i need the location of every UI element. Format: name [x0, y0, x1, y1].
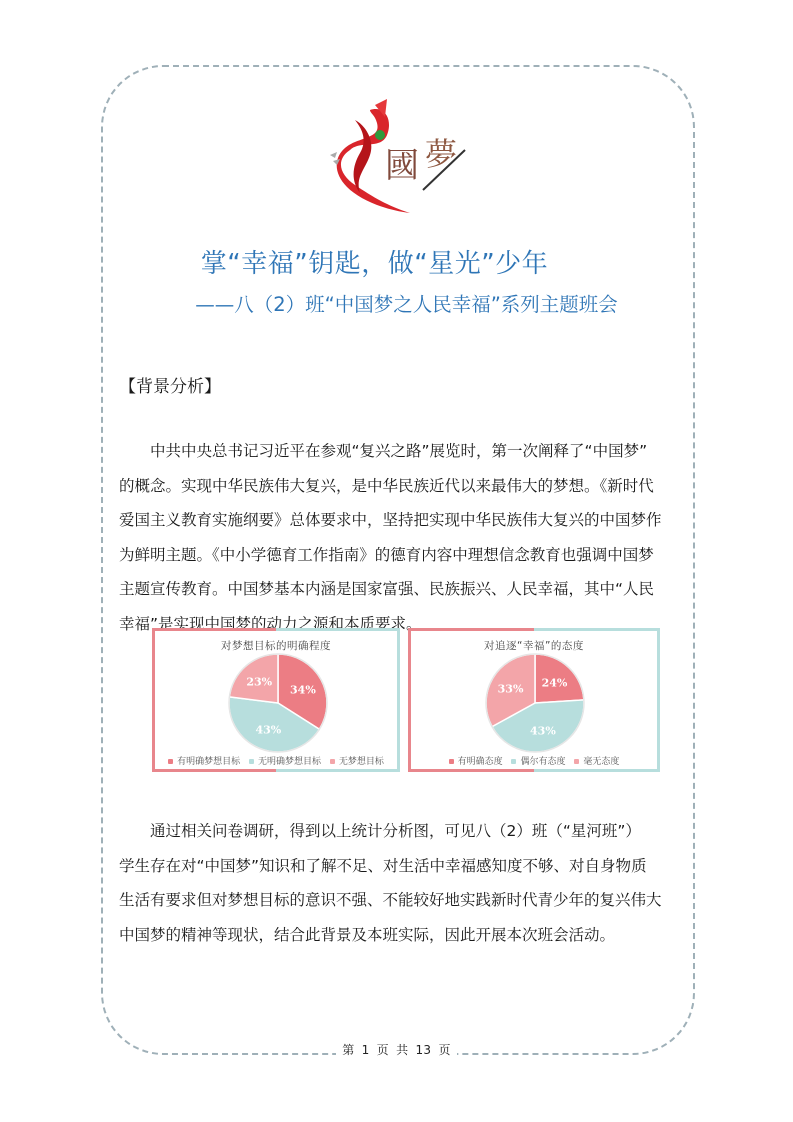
legend-swatch-icon — [330, 759, 335, 764]
background-paragraph — [119, 434, 679, 641]
paragraph-line: 幸福”是实现中国梦的动力之源和本质要求。 — [119, 614, 422, 633]
paragraph-line: 学生存在对“中国梦”知识和了解不足、对生活中幸福感知度不够、对自身物质 — [119, 856, 647, 875]
pie-slice-label: 34% — [290, 683, 316, 697]
chart-legend — [152, 754, 400, 767]
paragraph-line: 为鲜明主题。《中小学德育工作指南》的德育内容中理想信念教育也强调中国梦 — [119, 545, 654, 564]
paragraph-line: 中共中央总书记习近平在参观“复兴之路”展览时，第一次阐释了“中国梦” — [150, 442, 648, 460]
legend-item — [449, 754, 503, 767]
section-heading: 【背景分析】 — [119, 377, 221, 397]
legend-item — [249, 754, 321, 767]
svg-text:夢: 夢 — [425, 135, 458, 173]
paragraph-line: 爱国主义教育实施纲要》总体要求中，坚持把实现中华民族伟大复兴的中国梦作 — [119, 511, 662, 529]
document-title-text: 掌“幸福”钥匙，做“星光”少年 — [200, 249, 549, 279]
legend-label: 无明确梦想目标 — [257, 757, 321, 767]
legend-item — [168, 754, 240, 767]
pie-slice-label: 43% — [530, 724, 556, 738]
chart-title: 对梦想目标的明确程度 — [221, 640, 331, 652]
legend-label: 毫无态度 — [583, 757, 620, 767]
legend-item — [574, 754, 619, 767]
pie-slice-label: 23% — [246, 675, 273, 689]
legend-label: 有明确梦想目标 — [177, 757, 241, 767]
legend-swatch-icon — [511, 759, 516, 764]
pie-chart-happiness-attitude — [408, 628, 660, 772]
legend-swatch-icon — [449, 759, 454, 764]
paragraph-line: 中国梦的精神等现状，结合此背景及本班实际，因此开展本次班会活动。 — [119, 925, 616, 944]
page-footer — [0, 1041, 793, 1058]
legend-item — [511, 754, 565, 767]
legend-label: 有明确态度 — [457, 757, 503, 767]
paragraph-line: 主题宣传教育。中国梦基本内涵是国家富强、民族振兴、人民幸福，其中“人民 — [119, 580, 655, 598]
pie-chart-dream-goal — [152, 628, 400, 772]
paragraph-line: 的概念。实现中华民族伟大复兴，是中华民族近代以来最伟大的梦想。《新时代 — [119, 476, 654, 495]
legend-label: 偶尔有态度 — [520, 757, 566, 767]
pie-slice-label: 43% — [255, 723, 282, 737]
chart-legend — [408, 754, 660, 767]
legend-item — [330, 754, 384, 767]
pie-slice-label: 33% — [497, 682, 524, 696]
svg-text:國: 國 — [385, 146, 419, 186]
document-title — [0, 243, 793, 280]
document-subtitle-text: ——八（2）班“中国梦之人民幸福”系列主题班会 — [195, 293, 618, 316]
page-number: 第 1 页 共 13 页 — [336, 1043, 457, 1057]
survey-conclusion-paragraph — [119, 814, 679, 952]
paragraph-line: 通过相关问卷调研，得到以上统计分析图，可见八（2）班（“星河班”） — [150, 822, 641, 840]
pie-chart-graphic — [152, 628, 400, 772]
legend-label: 无梦想目标 — [338, 757, 384, 767]
pie-slice-label: 24% — [541, 676, 568, 690]
chart-title: 对追逐“幸福”的态度 — [484, 640, 584, 652]
paragraph-line: 生活有要求但对梦想目标的意识不强、不能较好地实践新时代青少年的复兴伟大 — [119, 891, 662, 909]
document-subtitle — [0, 289, 793, 317]
legend-swatch-icon — [249, 759, 254, 764]
legend-swatch-icon — [574, 759, 579, 764]
pie-chart-graphic — [408, 628, 660, 772]
china-dream-logo — [315, 95, 475, 220]
legend-swatch-icon — [168, 759, 173, 764]
